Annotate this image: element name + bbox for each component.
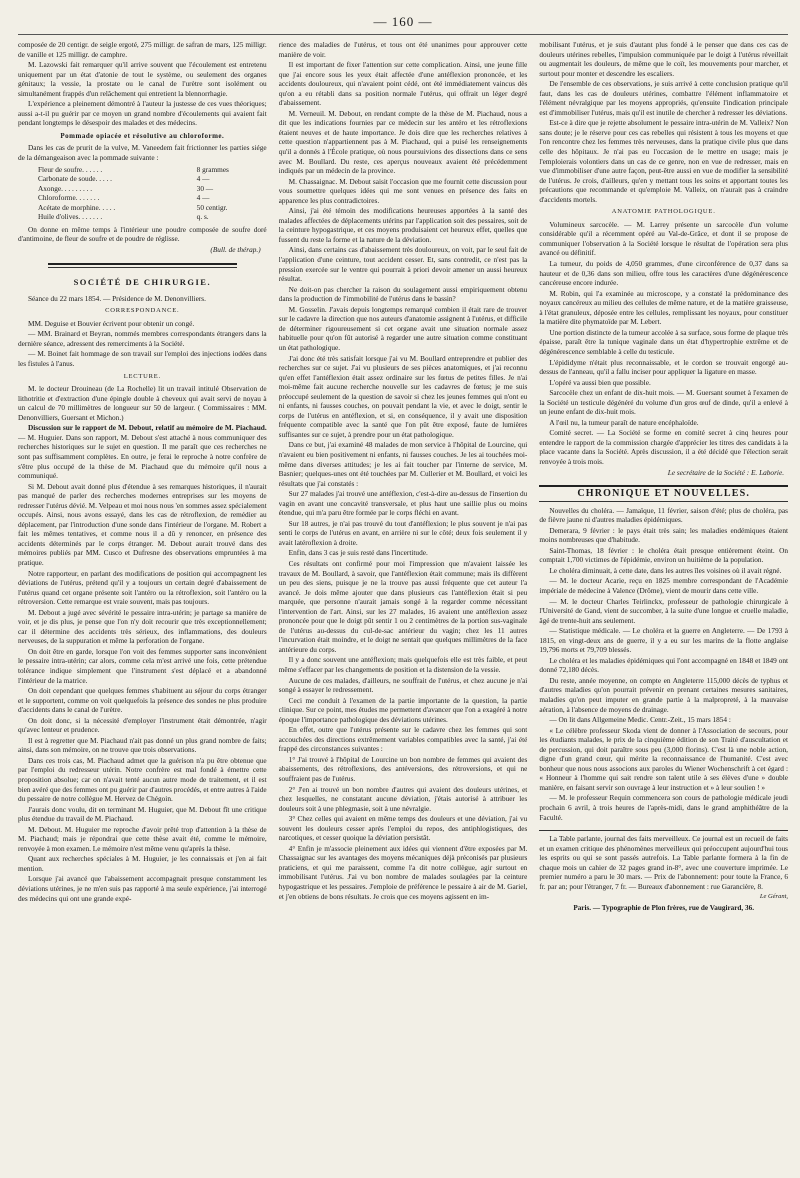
section-title: CHRONIQUE ET NOUVELLES.: [539, 485, 788, 502]
paragraph: Ces résultats ont confirmé pour moi l'impression que m'avaient laissée les travaux de M. Boullard, à savoir, que l'antéflexion était commune; mais ils diffèrent un peu des siens, puisque je ne la trouve pas aussi fréquente que cet auteur l'a avancé. Je dois même ajouter que dans plusieurs cas l'antéflexion était si peu marquée, que personne n'aurait jamais songé à la regarder comme nécessitant l'intervention de l'art. Ainsi, sur les 27 malades, 16 avaient une antéflexion assez prononcée pour que le doigt pût sentir 1 ou 2 centimètres de la portion sus-vaginale de l'utérus au-dessus du cul-de-sac antérieur du vagin; chez les 11 autres l'incurvation était moindre, et le doigt ne sentait que quelques millimètres de la face antérieure du corps.: [278, 558, 528, 654]
ingredient-name: Fleur de soufre. . . . . .: [38, 164, 103, 174]
paragraph: L'opéré va aussi bien que possible.: [549, 377, 651, 387]
ingredient-row: [38, 174, 267, 184]
paragraph: Dans ces trois cas, M. Piachaud admet que la guérison n'a pu être obtenue que par l'emploi du redresseur utérin. Notre confrère est mal fondé à émettre cette proposition absolue; car on n'avait tenté aucun autre mode de traitement, et il est bien avéré que des femmes ont pu guérir par d'autres procédés, et entre autres à l'aide du pessaire de notre collègue M. Hervez de Chégoin.: [18, 755, 267, 804]
paragraph: Dans les cas de prurit de la vulve, M. Vaneedem fait frictionner les parties siége de la démangeaison avec la pommade suivante :: [18, 143, 267, 163]
paragraph: M. le docteur Drouineau (de La Rochelle) lit un travail intitulé Observation de lithotritie et d'extraction d'une épingle double à cheveux qui avait servi de noyau à un calcul de 70 millimètres de longueur sur 50 de largeur. ( Commissaires : MM. Denonvilliers, Guersant et Michon.): [18, 384, 267, 422]
ingredient-row: [38, 165, 267, 175]
ingredient-qty: 30 —: [196, 183, 214, 193]
header-rule: [18, 34, 788, 35]
paragraph: 3° Chez celles qui avaient en même temps des douleurs et une déviation, j'ai vu souvent les douleurs cesser après l'emploi du repos, des antiphlogistiques, des narcotiques, et cesser quoique la déviation persistât.: [278, 814, 528, 843]
paragraph: [18, 423, 267, 480]
paragraph: On doit cependant que quelques femmes s'habituent au séjour du corps étranger et le supportent, comme on voit quelquefois la présence des sondes ne plus produire d'accidents dans le canal de l'urètre.: [18, 686, 267, 715]
paragraph: On donne en même temps à l'intérieur une poudre composée de soufre doré d'antimoine, de fleur de soufre et de poudre de réglisse.: [18, 224, 267, 244]
section-title: SOCIÉTÉ DE CHIRURGIE.: [73, 277, 212, 288]
paragraph: Comité secret. — La Société se forme en comité secret à cinq heures pour entendre le rapport de la commission chargée d'apprécier les titres des candidats à la place vacante dans la Société. Après discussion, il a été décidé que l'élection serait renvoyée à trois mois.: [539, 428, 789, 466]
paragraph: Volumineux sarcocèle. — M. Larrey présente un sarcocèle d'un volume considérable qu'il a récemment opéré au Val-de-Grâce, et dont il se propose de communiquer l'observation à la Société lorsque le résultat de l'opération sera plus avancé ou définitif.: [539, 219, 789, 258]
ingredient-row: [38, 203, 267, 213]
paragraph: M. Robin, qui l'a examinée au microscope, y a constaté la prédominance des noyaux cancéreux au milieu des cellules de même nature, et de la matière graisseuse, à l'état granuleux, déposée entre les cellules, remplissant les noyaux, pour constituer la matière dite phymatoïde par M. Lebert.: [539, 288, 789, 327]
paragraph: — M. Boinet fait hommage de son travail sur l'emploi des injections iodées dans les fistules à l'anus.: [18, 349, 267, 369]
paragraph: — M. le docteur Charles Teirlinckx, professeur de pathologie chirurgicale à l'Université de Gand, vient de succomber, à la suite d'une longue et cruelle maladie, âgé de trente-huit ans seulement.: [539, 596, 789, 625]
column-1: [18, 40, 267, 1174]
paragraph: La tumeur, du poids de 4,050 grammes, d'une circonférence de 0,37 dans sa hauteur et de 0,36 dans son milieu, offre tous les caractères d'une dégénérescence cancéreuse encore indurée.: [539, 259, 789, 288]
paragraph: Il est à regretter que M. Piachaud n'ait pas donné un plus grand nombre de faits; ainsi, dans son mémoire, on ne trouve que trois observations.: [18, 735, 267, 755]
paragraph: — MM. Brainard et Beyran, nommés membres correspondants étrangers dans la dernière séance, adressent des remerciments à la Société.: [18, 329, 267, 348]
paragraph: Nouvelles du choléra. — Jamaïque, 11 février, saison d'été; plus de choléra, pas de fièvre jaune ni d'autres maladies épidémiques.: [539, 505, 789, 525]
paragraph: Du reste, année moyenne, on compte en Angleterre 115,000 décès de typhus et d'autres maladies qu'on pourrait prévenir en prenant certaines mesures sanitaires, maladies qu'on peut imputer en grande partie à la malpropreté, à la mauvaise aération, à l'absence de moyens de drainage.: [539, 675, 789, 714]
paragraph: L'expérience a pleinement démontré à l'auteur la justesse de ces vues théoriques; aussi a-t-il pu guérir par ce moyen un grand nombre d'écoulements qui avaient fait pendant longtemps le désespoir des malades et des médecins.: [18, 99, 267, 128]
ingredient-name: Acétate de morphine. . . . .: [38, 202, 116, 212]
paragraph: La Table parlante, journal des faits merveilleux. Ce journal est un recueil de faits et un examen critique des phénomènes merveilleux qui préoccupent aujourd'hui tous les esprits ou qui se sont passés autrefois. La Table parlante formera à la fin de chaque mois un cahier de 32 pages grand in-8°, avec une couverture imprimée. Le premier numéro a paru le 30 mars. — Prix de l'abonnement: pour toute la France, 6 fr. par an; pour l'étranger, 7 fr. — Bureaux d'abonnement : rue Garancière, 8.: [539, 834, 789, 891]
subsection-heading: LECTURE.: [123, 372, 161, 380]
paragraph: Il y a donc souvent une antéflexion; mais quelquefois elle est très faible, et peut même s'effacer par les changements de position et la distension de la vessie.: [278, 655, 528, 674]
paragraph: 1° J'ai trouvé à l'hôpital de Lourcine un bon nombre de femmes qui avaient des abaissements, des rétroflexions, des antéversions, des rétroversions, et qui ne souffraient pas de l'utérus.: [278, 754, 528, 784]
paragraph: Demerara, 9 février : le pays était très sain; les maladies endémiques étaient moins nombreuses que d'habitude.: [539, 525, 789, 545]
paragraph: — On lit dans Allgemeine Medic. Centr.-Zeit., 15 mars 1854 :: [549, 715, 731, 725]
paragraph: Il est important de fixer l'attention sur cette complication. Ainsi, une jeune fille que j'ai encore sous les yeux était affectée d'une antéflexion prononcée, et les accidents douloureux, qui n'avaient point cédé, ont été immédiatement vaincus dès qu'on a eu rétabli dans sa position normale l'utérus, qui offrait un léger degré d'abaissement.: [278, 60, 528, 108]
paragraph: M. Verneuil. M. Debout, en rendant compte de la thèse de M. Piachaud, nous a dit que les indications fournies par ce médecin sur les antéro et les rétroflexions étaient neuves et de haute importance. Je dois dire que les recherches relatives à cette question n'appartiennent pas à M. Piachaud, qui a puisé les renseignements qu'il a donnés à l'École pratique, où nous poursuivions des dissections dans ce sens avec M. Boullard. Du reste, ces aperçus nouveaux avaient été précédemment indiqués par un médecin de la province.: [278, 108, 528, 176]
columns: [18, 40, 788, 1174]
column-3: [539, 40, 788, 1174]
ingredient-row: [38, 212, 267, 222]
paragraph: On doit être en garde, lorsque l'on voit des femmes supporter sans inconvénient le pessaire intra-utérin; car alors, comme cela m'est arrivé une fois, cette prétendue tolérance indique simplement que l'instrument s'est déplacé et a abandonné l'intérieur de la matrice.: [18, 646, 267, 685]
paragraph: composée de 20 centigr. de seigle ergoté, 275 milligr. de safran de mars, 125 milligr. de vanille et 125 milligr. de camphre.: [18, 40, 267, 59]
paragraph: L'épididyme n'était plus reconnaissable, et le cordon se trouvait engorgé au-dessus de l'anneau, qu'il a fallu inciser pour appliquer la ligature en masse.: [539, 357, 789, 377]
paragraph: Le choléra diminuait, à cette date, dans les autres îles voisines où il avait régné.: [549, 565, 782, 575]
paragraph: J'aurais donc voulu, dit en terminant M. Huguier, que M. Debout fît une critique plus étendue du travail de M. Piachaud.: [18, 804, 267, 824]
ingredient-qty: 4 —: [196, 174, 210, 184]
paragraph: M. Lazowski fait remarquer qu'il arrive souvent que l'écoulement est entretenu uniquement par un état d'atonie de tout le système, ou seulement des organes génitaux; la vessie, la prostate ou le canal de l'urètre sont isolément ou simultanément frappés d'un relâchement qui entretient la blennorrhagie.: [18, 60, 267, 98]
paragraph: Ainsi, j'ai été témoin des modifications heureuses apportées à la santé des malades affectées de déplacements utérins par l'application soit des pessaires, soit de la ceinture hypogastrique, et ces moyens produisaient cet heureux effet, quelles que fussent du reste la forme et la nature de la déviation.: [278, 206, 528, 244]
manager-signature: Le Gérant,: [759, 893, 789, 901]
paragraph: J'ai donc été très satisfait lorsque j'ai vu M. Boullard entreprendre et publier des recherches sur ce sujet. J'ai vu plusieurs de ses pièces anatomiques, et j'ai reconnu qu'en effet l'antéflexion était assez ordinaire sur les fœtus de petites filles. Je n'ai moi-même fait aucune recherche nouvelle sur les cadavres de fœtus; je me suis préoccupé seulement de la question de savoir si chez les jeunes femmes qui n'ont eu ni enfants, ni fausses couches, on pouvait pendant la vie, et avec le doigt, sentir le corps de l'utérus en antéflexion, et si, en conséquence, il y avait une disposition fréquente compatible avec la santé que l'on pût être exposé, faute de lumières suffisantes sur ce sujet, à prendre pour un état pathologique.: [278, 353, 528, 439]
paragraph: M. Debout. M. Huguier me reproche d'avoir prêté trop d'attention à la thèse de M. Piachaud; mais je répondrai que cette thèse avait été, comme le mémoire, renvoyée à mon examen. Le mémoire n'est même venu qu'après la thèse.: [18, 824, 267, 853]
ingredient-row: [38, 193, 267, 203]
paragraph: — M. le docteur Acarie, reçu en 1825 membre correspondant de l'Académie impériale de médecine à Valence (Drôme), vient de mourir dans cette ville.: [539, 576, 789, 595]
paragraph: Le choléra et les maladies épidémiques qui l'ont accompagné en 1848 et 1849 ont donné 72,180 décès.: [539, 655, 789, 675]
paragraph: MM. Deguise et Bouvier écrivent pour obtenir un congé.: [28, 318, 195, 328]
paragraph: En effet, outre que l'utérus présente sur le cadavre chez les femmes qui sont accouchées des directions extrêmement variables compatibles avec la santé, j'ai été frappé des circonstances suivantes :: [278, 725, 528, 754]
footer-rule: [539, 830, 788, 831]
paragraph: Sarcocèle chez un enfant de dix-huit mois. — M. Guersant soumet à l'examen de la Société un testicule dégénéré du volume d'un gros œuf de dinde, qu'il a enlevé à un jeune enfant de dix-huit mois.: [539, 388, 789, 417]
paragraph: Séance du 22 mars 1854. — Présidence de M. Denonvilliers.: [28, 293, 206, 303]
section-rule: [48, 263, 237, 265]
paragraph: 2° J'en ai trouvé un bon nombre d'autres qui avaient des douleurs utérines, et chez lesquelles, ne constatant aucune déviation, j'étais autorisé à attribuer les douleurs soit à une phlegmasie, soit à une névralgie.: [278, 784, 528, 813]
secretary-signature: Le secrétaire de la Société : E. Laborie.: [667, 467, 785, 477]
citation: (Bull. de thérap.): [210, 244, 261, 254]
paragraph: M. Debout a jugé avec sévérité le pessaire intra-utérin; je partage sa manière de voir, et je dis plus, je pense que l'on n'y doit recourir que très exceptionnellement; car il détermine des accidents très sérieux, des inflammations, des douleurs nerveuses, de la suppuration et même la perforation de l'organe.: [18, 607, 267, 646]
paragraph: Aucune de ces malades, d'ailleurs, ne souffrait de l'utérus, et chez aucune je n'ai songé à essayer le redressement.: [278, 675, 528, 695]
subsection-heading: CORRESPONDANCE.: [105, 307, 180, 315]
paragraph: — Statistique médicale. — Le choléra et la guerre en Angleterre. — De 1793 à 1815, en vingt-deux ans de guerre, il y a eu sur les marins de la flotte anglaise 19,796 morts et 79,709 blessés.: [539, 626, 789, 655]
paragraph: Ainsi, dans certains cas d'abaissement très douloureux, on voit, par le seul fait de l'application d'une ceinture, tout accident cesser. Et, sans contredit, ce n'est pas la pression exercée sur le ventre qui pourrait à priori devoir amener un aussi heureux résultat.: [278, 245, 528, 284]
ingredient-qty: 8 grammes: [196, 164, 229, 174]
paragraph-text: — M. Huguier. Dans son rapport, M. Debout s'est attaché à nous communiquer des recherches historiques sur le sujet en question. Il me paraît que ces recherches ne sont pas suffisamment complètes. En outre, je ferai le reproche à notre confrère de s'être plus occupé de la thèse de M. Piachaud que du mémoire qu'il nous a communiqué.: [18, 432, 267, 481]
ingredient-name: Axonge. . . . . . . . .: [38, 183, 93, 193]
paragraph: Est-ce à dire que je rejette absolument le pessaire intra-utérin de M. Valleix? Non sans doute; je le réserve pour ces cas rebelles qui résistent à tous les moyens et que l'on rencontre chez les femmes très nerveuses, dans la pratique civile plus que dans celle des hôpitaux. Je n'ai pas eu l'occasion de le mettre en usage; mais je l'emploierais volontiers dans un cas de ce genre, non en vue de redresser, mais en vue d'immobiliser d'une autre façon, peut-être aussi en vue de modifier la sensibilité de l'utérus. Je crois, d'ailleurs, qu'en y mettant tous les soins et apportant toutes les précautions que recommande et qu'emploie M. Valleix, on n'aurait pas à craindre d'accidents mortels.: [539, 118, 789, 204]
paragraph: « Le célèbre professeur Skoda vient de donner à l'Association de secours, pour les étudiants malades, le prix de la cinquième édition de son Traité d'auscultation et de percussion, qui doit paraître sous peu (3,000 florins). C'est là une noble action, digne d'un grand cœur, qui mérite la reconnaissance de l'humanité. C'est avec bonheur que nous nous associons aux paroles du Wiener Wochenschrift à cet égard : « Honneur à l'homme qui sait rendre son talent utile à ses élèves d'une » double manière, en faisant servir son ouvrage à leur instruction et » à leur soulien ! »: [539, 725, 789, 792]
ingredients-table: [38, 165, 267, 222]
paragraph: Notre rapporteur, en parlant des modifications de position qui accompagnent les déviations de l'utérus, prétend qu'il y a toujours un certain degré d'abaissement de l'utérus quand cet organe présente soit l'antéro ou la rétroflexion, soit l'antéro ou la rétroversion. Cette remarque est vraie souvent, mais pas toujours.: [18, 568, 267, 607]
paragraph: A l'œil nu, la tumeur paraît de nature encéphaloïde.: [549, 417, 699, 427]
paragraph: Une portion distincte de la tumeur accolée à sa surface, sous forme de plaque très épaisse, paraît être la tunique vaginale dans un état d'hypertrophie extrême et de dégénérescence semblable à celle du testicule.: [539, 327, 789, 356]
subsection-heading: ANATOMIE PATHOLOGIQUE.: [611, 208, 716, 216]
ingredient-qty: 50 centigr.: [196, 202, 228, 212]
paragraph: Sur 27 malades j'ai trouvé une antéflexion, c'est-à-dire au-dessus de l'insertion du vagin en avant une concavité transversale, et plus haut une saillie plus ou moins étendue, qui m'a paru être formée par le corps fléchi en avant.: [278, 489, 528, 518]
ingredient-name: Carbonate de soude. . . . .: [38, 174, 112, 184]
paragraph: Ceci me conduit à l'examen de la partie importante de la question, la partie clinique. Sur ce point, mes études me permettent d'avancer que l'on a exagéré à notre époque l'importance pathologique des déviations utérines.: [278, 695, 528, 724]
paragraph: Dans ce but, j'ai examiné 48 malades de mon service à l'hôpital de Lourcine, qui n'avaient eu bien positivement ni enfants, ni fausses couches. Je les ai touchées moi-même dans diverses attitudes; je les ai fait toucher par l'interne de service, M. Basnier; quelques-unes ont été touchées par M. Cullerier et M. Boullard, et voici les résultats que j'ai constatés :: [278, 440, 528, 488]
paragraph: Enfin, dans 3 cas je suis resté dans l'incertitude.: [288, 548, 428, 558]
ingredient-qty: q. s.: [196, 212, 209, 222]
paragraph: Lorsque j'ai avancé que l'abaissement accompagnait presque constamment les déviations utérines, je ne m'en suis pas rapporté à ma seule expérience, j'ai interrogé des médecins qui ont une grande expé-: [18, 874, 267, 903]
paragraph: 4° Enfin je m'associe pleinement aux idées qui viennent d'être exposées par M. Chassaignac sur les avantages des moyens mécaniques déjà préconisés par plusieurs praticiens, et qui me paraissent, comme l'a dit notre collègue, agir surtout en immobilisant l'utérus. J'ai vu bon nombre de malades soulagées par la ceinture hypogastrique et les pessaires. J'emploie de préférence le pessaire à air de M. Gariel, et j'en obtiens de bons résultats. Je crois que ces moyens agissent en im-: [278, 843, 528, 901]
paragraph: M. Chassaignac. M. Debout saisit l'occasion que me fournit cette discussion pour vous soumettre quelques idées qui me sont venues en présence des faits en apparence les plus contradictoires.: [278, 176, 528, 205]
paragraph: mobilisant l'utérus, et je suis d'autant plus fondé à le penser que dans ces cas de douleurs utérines rebelles, l'impulsion communiquée par le doigt à l'utérus réveillait ou augmentait les douleurs, de même que le coït, les mouvements pour marcher, et surtout pour monter et descendre les escaliers.: [539, 40, 789, 78]
section-rule-thin: [48, 267, 237, 268]
printer-line: Paris. — Typographie de Plon frères, rue de Vaugirard, 36.: [573, 903, 755, 912]
paragraph: De l'ensemble de ces observations, je suis arrivé à cette conclusion pratique qu'il faut, dans les cas de douleurs utérines, combattre l'élément inflammatoire et l'élément névralgique par les moyens appropriés, qu'ensuite l'indication principale est d'immobiliser l'utérus, mais qu'il est inutile de chercher à redresser les déviations.: [539, 79, 789, 117]
column-2: [279, 40, 528, 1174]
paragraph: — M. le professeur Requin commencera son cours de pathologie médicale jeudi prochain 6 avril, à trois heures de l'après-midi, dans le grand amphithéâtre de la Faculté.: [539, 793, 789, 822]
paragraph: M. Gosselin. J'avais depuis longtemps remarqué combien il était rare de trouver sur le cadavre la direction que nos auteurs d'anatomie assignent à l'utérus, et difficile de déterminer rigoureusement si cet organe avait une situation normale assez habituelle pour qu'on fût autorisé à regarder une autre situation comme constituant un état pathologique.: [278, 304, 528, 352]
ingredient-name: Chloroforme. . . . . . .: [38, 193, 100, 203]
page-number: — 160 —: [373, 14, 433, 29]
ingredient-row: [38, 184, 267, 194]
ingredient-qty: 4 —: [196, 193, 210, 203]
ingredient-name: Huile d'olives. . . . . . .: [38, 212, 103, 222]
paragraph: Quant aux recherches spéciales à M. Huguier, je les connaissais et j'en ai fait mention.: [18, 854, 267, 873]
paragraph: Saint-Thomas, 18 février : le choléra était presque entièrement éteint. On comptait 1,700 victimes de l'épidémie, environ un huitième de la population.: [539, 545, 789, 565]
recipe-title: Pommade opiacée et résolutive au chloroforme.: [60, 131, 225, 140]
paragraph: rience des maladies de l'utérus, et tous ont été unanimes pour approuver cette manière de voir.: [278, 40, 528, 59]
paragraph: Sur 18 autres, je n'ai pas trouvé du tout d'antéflexion; le plus souvent je n'ai pas senti le corps de l'utérus en avant, en arrière ni sur le côté; deux fois seulement il y avait latéroflexion à droite.: [278, 518, 528, 547]
paragraph: Ne doit-on pas chercher la raison du soulagement aussi empiriquement obtenu dans la production de l'immobilité de l'utérus dans le bassin?: [278, 284, 528, 304]
paragraph: On doit donc, si la nécessité d'employer l'instrument était démontrée, n'agir qu'avec lenteur et prudence.: [18, 715, 267, 735]
paragraph: Si M. Debout avait donné plus d'étendue à ses remarques historiques, il n'aurait pas manqué de parler des recherches modernes entreprises sur les moyens de redresser l'utérus dévié. M. Velpeau et moi nous nous 'en sommes assez spécialement occupés. Ainsi, nous avons essayé, dans les cas de rétroflexion, de remédier au déplacement, par l'introduction d'une sonde dans l'intérieur de l'organe. M. Robert a fait les mêmes tentatives, et comme nous il a dû y renoncer, en présence des accidents déterminés par le corps étranger. M. Debout aurait trouvé dans des mémoires publiés par MM. Cusco et Dufresne des observations empruntées à ma pratique.: [18, 481, 267, 567]
run-in-title: Discussion sur le rapport de M. Debout, relatif au mémoire de M. Piachaud.: [28, 423, 267, 433]
